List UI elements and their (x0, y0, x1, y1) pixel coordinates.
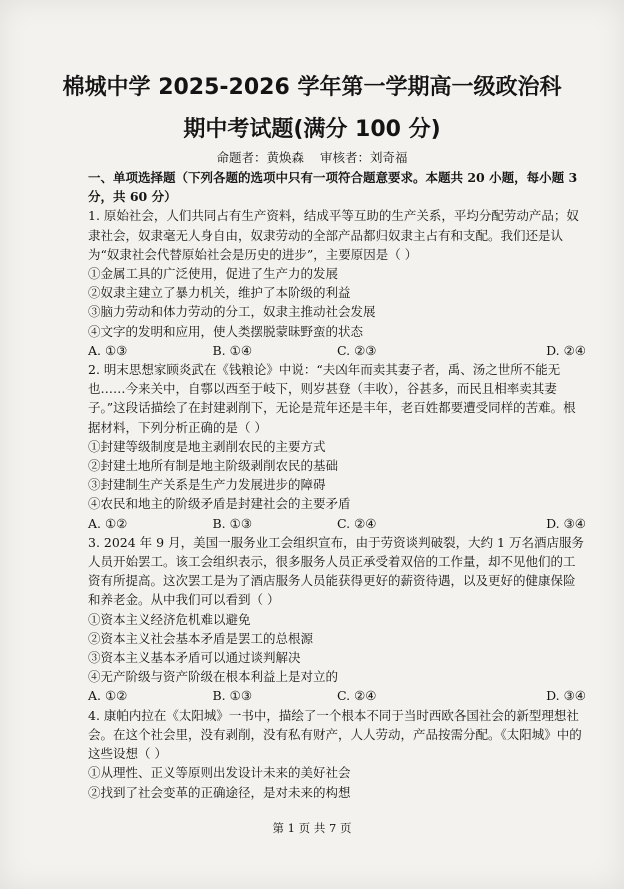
statement-item: ①封建等级制度是地主剥削农民的主要方式 (88, 438, 326, 454)
section-heading: 一、单项选择题（下列各题的选项中只有一项符合题意要求。本题共 20 小题，每小题 3 分，共 60 分） (88, 170, 578, 205)
statement-item: ③资本主义基本矛盾可以通过谈判解决 (88, 650, 301, 666)
option-a: A. ①③ (88, 342, 128, 358)
question-3 (88, 533, 586, 706)
option-c: C. ②④ (337, 515, 377, 531)
answer-options (88, 686, 586, 705)
question-stem: 3. 2024 年 9 月，美国一服务业工会组织宣布，由于劳资谈判破裂，大约 1 万名酒店服务人员开始罢工。该工会组织表示，很多服务人员正承受着双倍的工作量，却不见他们的工资有所提高。这次罢工是为了酒店服务人员能获得更好的薪资待遇，以及更好的健康保险和养老金。从中我们可以看到（ ） (88, 534, 584, 608)
statement-item: ③脑力劳动和体力劳动的分工，奴隶主推动社会发展 (88, 304, 376, 320)
option-b: B. ①③ (212, 515, 253, 531)
page-number: 第 1 页 共 7 页 (272, 821, 352, 835)
statement-item: ②奴隶主建立了暴力机关，维护了本阶级的利益 (88, 285, 351, 301)
answer-options (88, 514, 586, 533)
question-stem: 1. 原始社会，人们共同占有生产资料，结成平等互助的生产关系，平均分配劳动产品；奴隶社会，奴隶毫无人身自由，奴隶劳动的全部产品都归奴隶主占有和支配。我们还是认为“奴隶社会代替原始社会是历史的进步”，主要原因是（ ） (88, 208, 579, 262)
exam-title-line2: 期中考试题(满分 100 分) (183, 117, 441, 142)
option-c: C. ②③ (337, 342, 377, 358)
statement-item: ②找到了社会变革的正确途径，是对未来的构想 (88, 784, 351, 800)
statement-item: ②封建土地所有制是地主阶级剥削农民的基础 (88, 458, 339, 474)
statement-item: ④文字的发明和应用，使人类摆脱蒙昧野蛮的状态 (88, 323, 364, 339)
option-b: B. ①③ (212, 688, 253, 704)
option-b: B. ①④ (212, 342, 253, 358)
option-d: D. ③④ (546, 688, 586, 704)
exam-content (88, 168, 586, 802)
answer-options (88, 341, 586, 360)
option-a: A. ①② (88, 688, 128, 704)
setter-label: 命题者：黄焕森 (216, 150, 304, 165)
question-stem: 4. 康帕内拉在《太阳城》一书中，描绘了一个根本不同于当时西欧各国社会的新型理想社会。在这个社会里，没有剥削，没有私有财产，人人劳动，产品按需分配。《太阳城》中的这些设想（ ） (88, 707, 582, 762)
statement-item: ④农民和地主的阶级矛盾是封建社会的主要矛盾 (88, 496, 351, 512)
question-2 (88, 360, 586, 533)
statement-item: ①从理性、正义等原则出发设计未来的美好社会 (88, 765, 351, 781)
option-a: A. ①② (88, 515, 128, 531)
question-stem: 2. 明末思想家顾炎武在《钱粮论》中说：“夫凶年而卖其妻子者，禹、汤之世所不能无也……今来关中，自鄠以西至于岐下，则岁甚登（丰收），谷甚多，而民且相率卖其妻子。”这段话描绘了在封建剥削下，无论是荒年还是丰年，老百姓都要遭受同样的苦难。根据材料，下列分析正确的是（ ） (88, 362, 576, 435)
question-1 (88, 206, 586, 360)
statement-item: ①金属工具的广泛使用，促进了生产力的发展 (88, 266, 339, 282)
statement-item: ④无产阶级与资产阶级在根本利益上是对立的 (88, 669, 339, 685)
reviewer-label: 审核者：刘奇福 (319, 150, 408, 165)
option-d: D. ②④ (546, 342, 586, 358)
option-d: D. ③④ (546, 515, 586, 531)
authors-line (0, 148, 624, 166)
option-c: C. ②④ (337, 688, 377, 704)
statement-item: ②资本主义社会基本矛盾是罢工的总根源 (88, 630, 314, 646)
statement-item: ①资本主义经济危机难以避免 (88, 611, 251, 627)
statement-item: ③封建制生产关系是生产力发展进步的障碍 (88, 477, 326, 493)
exam-title-line1: 棉城中学 2025-2026 学年第一学期高一级政治科 (62, 75, 562, 100)
question-4 (88, 706, 586, 802)
